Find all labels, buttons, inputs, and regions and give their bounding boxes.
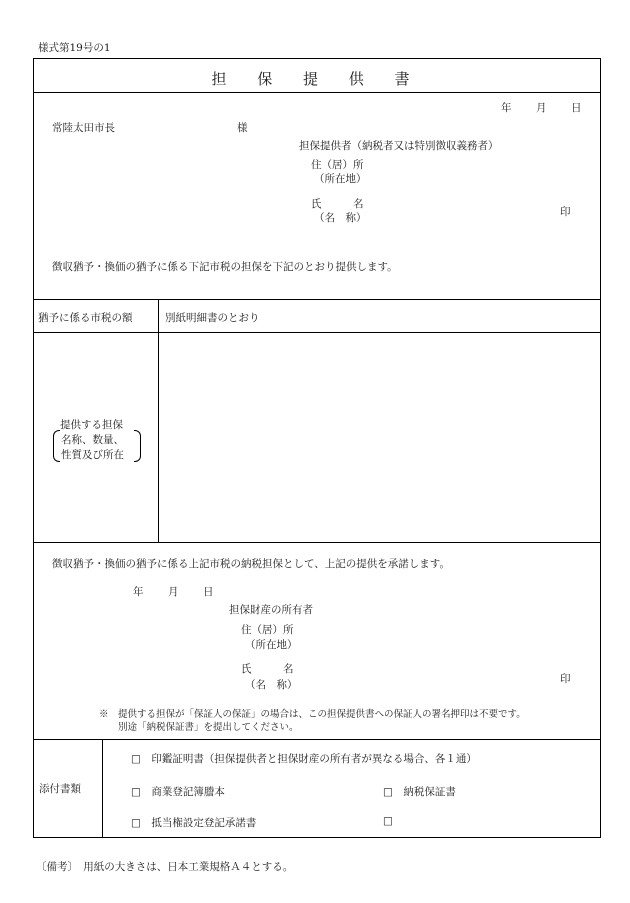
- collateral-label-line2: 名称、数量、: [61, 434, 124, 446]
- form-title: 担 保 提 供 書: [211, 70, 423, 88]
- collateral-label-line3: 性質及び所在: [61, 449, 124, 461]
- owner-address-sub: （所在地）: [245, 639, 298, 651]
- collateral-label-line1: 提供する担保: [60, 419, 123, 431]
- guarantor-note-line1: ※ 提供する担保が「保証人の保証」の場合は、この担保提供書への保証人の署名押印は不要です。: [99, 709, 526, 720]
- date-day: 日: [571, 102, 582, 114]
- provider-name-label: 氏 名: [311, 198, 364, 210]
- attachment-mortgage-consent[interactable]: □ 抵当権設定登記承諾書: [131, 817, 257, 829]
- attachment-blank-checkbox[interactable]: □: [383, 815, 393, 827]
- title-divider: [33, 92, 601, 93]
- provider-address-label: 住（居）所: [311, 159, 364, 171]
- statement-provide: 徴収猶予・換価の猶予に係る下記市税の担保を下記のとおり提供します。: [52, 261, 398, 273]
- addressee-honorific: 様: [237, 122, 248, 134]
- consent-day: 日: [203, 586, 214, 598]
- attachments-divider: [33, 739, 601, 740]
- attachment-tax-guarantee[interactable]: □ 納税保証書: [383, 786, 456, 798]
- provider-heading: 担保提供者（納税者又は特別徴収義務者）: [299, 140, 499, 152]
- owner-heading: 担保財産の所有者: [229, 604, 313, 616]
- provider-seal: 印: [560, 206, 571, 218]
- tax-amount-label: 猶予に係る市税の額: [38, 312, 133, 324]
- table-divider-row: [33, 332, 601, 333]
- statement-consent: 徴収猶予・換価の猶予に係る上記市税の納税担保として、上記の提供を承諾します。: [52, 558, 450, 570]
- date-year: 年: [501, 102, 512, 114]
- attachments-column-divider: [102, 739, 103, 838]
- consent-year: 年: [133, 586, 144, 598]
- owner-name-label: 氏 名: [241, 663, 294, 675]
- form-number: 様式第19号の1: [38, 42, 111, 54]
- addressee-name: 常陸太田市長: [52, 122, 115, 134]
- consent-month: 月: [168, 586, 179, 598]
- collateral-bracket-right: [134, 430, 141, 462]
- owner-seal: 印: [560, 673, 571, 685]
- attachment-commercial-registry[interactable]: □ 商業登記簿謄本: [131, 786, 225, 798]
- table-divider-top: [33, 299, 601, 300]
- date-month: 月: [536, 102, 547, 114]
- owner-address-label: 住（居）所: [241, 624, 294, 636]
- attachment-seal-certificate[interactable]: □ 印鑑証明書（担保提供者と担保財産の所有者が異なる場合、各１通）: [131, 753, 477, 765]
- provider-name-sub: （名 称）: [314, 212, 367, 224]
- collateral-bracket-left: [53, 430, 60, 462]
- attachments-label: 添付書類: [39, 783, 81, 795]
- owner-name-sub: （名 称）: [245, 679, 298, 691]
- remarks: 〔備考〕 用紙の大きさは、日本工業規格Ａ４とする。: [36, 861, 294, 873]
- table-column-divider: [158, 299, 159, 542]
- provider-address-sub: （所在地）: [314, 173, 367, 185]
- tax-amount-value: 別紙明細書のとおり: [165, 312, 260, 324]
- guarantor-note-line2: 別途「納税保証書」を提出してください。: [118, 722, 299, 733]
- table-divider-bottom: [33, 542, 601, 543]
